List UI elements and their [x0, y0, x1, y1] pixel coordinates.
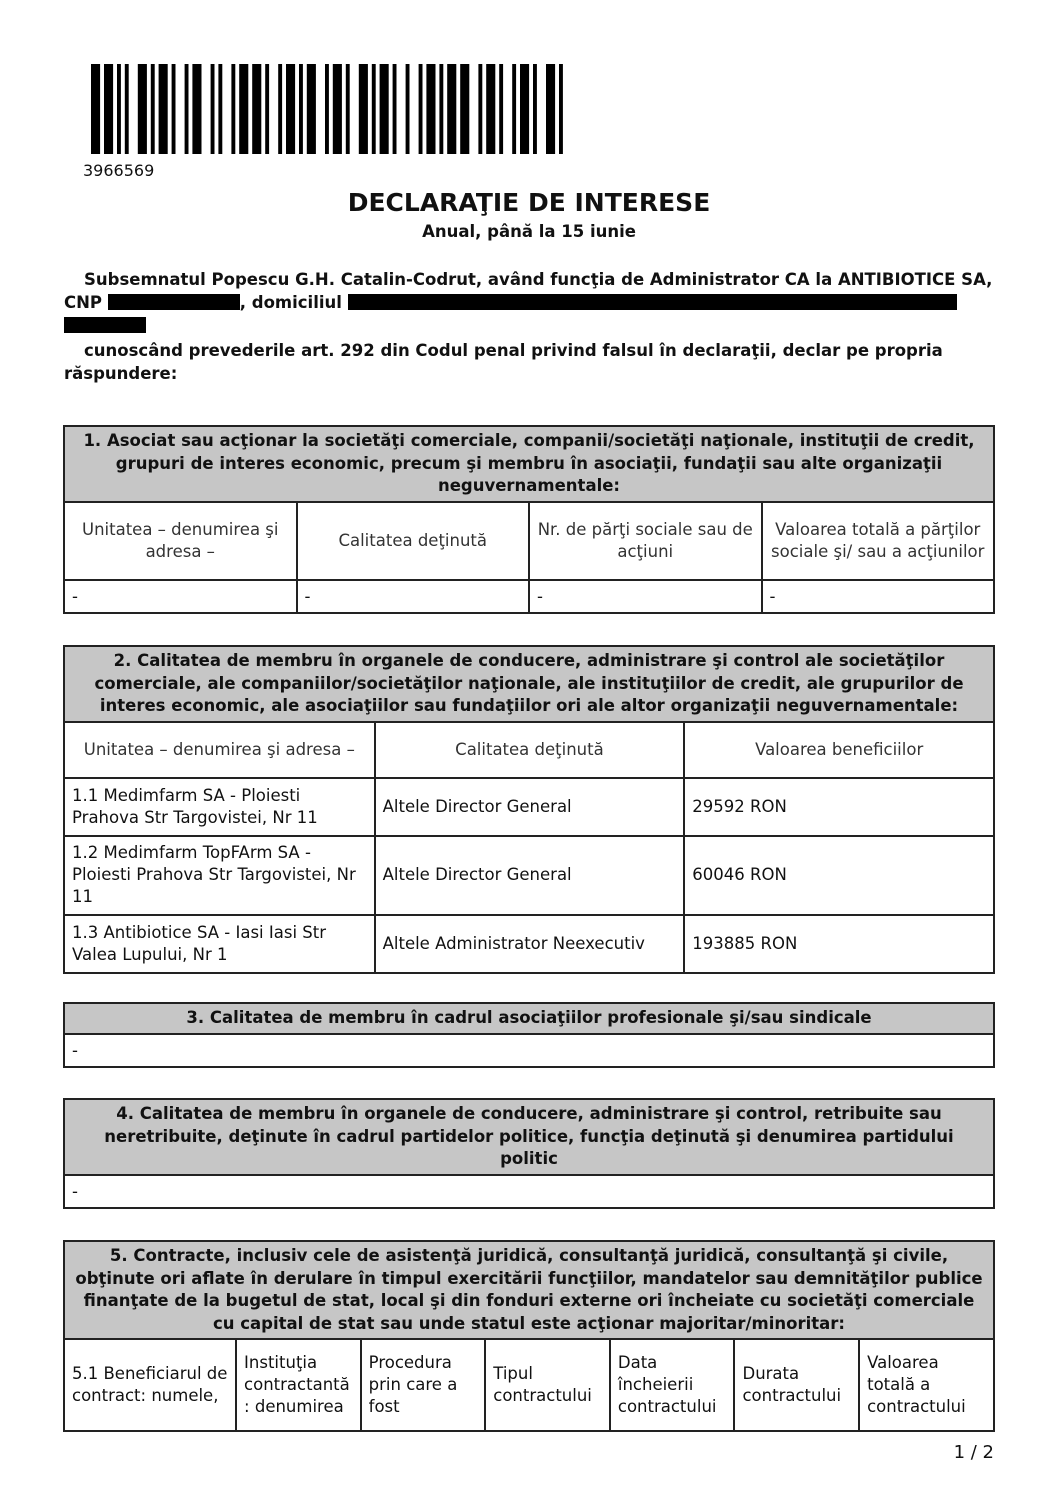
table-cell: - — [64, 1175, 994, 1208]
table-cell: - — [762, 580, 995, 613]
cnp-label: CNP — [64, 293, 103, 312]
barcode-number: 3966569 — [83, 161, 155, 180]
domicile-label: , domiciliul — [239, 293, 342, 312]
section-5-col-date: Data încheierii contractului — [610, 1339, 735, 1431]
table-cell: - — [64, 580, 297, 613]
section-5-col-beneficiary: 5.1 Beneficiarul de contract: numele, — [64, 1339, 236, 1431]
section-5-title: 5. Contracte, inclusiv cele de asistenţă juridică, consultanţă juridică, consultanţă şi civile, obţinute ori aflate în derulare în timpul exercitării funcţiilor, mandatelor sau demnităţilor publice finanţate de la bugetul de stat, local şi din fonduri externe ori încheiate cu societăţi comerciale cu capital de stat sau unde statul este acţionar majoritar/minoritar: — [64, 1241, 994, 1339]
section-5-col-value: Valoarea totală a contractului — [859, 1339, 994, 1431]
table-cell: - — [297, 580, 530, 613]
declarant-cnp-line — [64, 291, 994, 314]
document-title: DECLARAŢIE DE INTERESE — [347, 188, 711, 217]
section-5-table — [63, 1240, 995, 1432]
table-cell: Altele Director General — [375, 836, 685, 915]
declarant-intro — [64, 268, 994, 337]
table-cell: Altele Director General — [375, 778, 685, 836]
table-cell: 29592 RON — [684, 778, 994, 836]
table-cell: 1.2 Medimfarm TopFArm SA - Ploiesti Prahova Str Targovistei, Nr 11 — [64, 836, 375, 915]
table-cell: 193885 RON — [684, 915, 994, 973]
section-2-col-unit: Unitatea – denumirea şi adresa – — [64, 722, 375, 778]
section-5-col-duration: Durata contractului — [734, 1339, 859, 1431]
table-cell: 1.3 Antibiotice SA - Iasi Iasi Str Valea Lupului, Nr 1 — [64, 915, 375, 973]
section-1-col-unit: Unitatea – denumirea şi adresa – — [64, 502, 297, 580]
section-1-table — [63, 425, 995, 614]
table-cell: - — [64, 1034, 994, 1067]
table-cell: 1.1 Medimfarm SA - Ploiesti Prahova Str Targovistei, Nr 11 — [64, 778, 375, 836]
section-1-col-role: Calitatea deţinută — [297, 502, 530, 580]
table-row — [64, 778, 994, 836]
table-row — [64, 915, 994, 973]
section-4-title: 4. Calitatea de membru în organele de conducere, administrare şi control, retribuite sau neretribuite, deţinute în cadrul partidelor politice, funcţia deţinută şi denumirea partidului politic — [64, 1099, 994, 1175]
document-subtitle: Anual, până la 15 iunie — [422, 222, 636, 241]
redacted-address-continued — [64, 317, 146, 333]
redacted-address — [348, 294, 957, 310]
table-cell: Altele Administrator Neexecutiv — [375, 915, 685, 973]
section-2-col-benefits: Valoarea beneficiilor — [684, 722, 994, 778]
section-1-col-shares: Nr. de părţi sociale sau de acţiuni — [529, 502, 762, 580]
table-row — [64, 836, 994, 915]
table-cell: - — [529, 580, 762, 613]
section-1-title: 1. Asociat sau acţionar la societăţi comerciale, companii/societăţi naţionale, instituţii de credit, grupuri de interes economic, precum şi membru în asociaţii, fundaţii sau alte organizaţii neguvernamentale: — [64, 426, 994, 502]
section-2-table — [63, 645, 995, 974]
section-1-col-value: Valoarea totală a părţilor sociale şi/ sau a acţiunilor — [762, 502, 995, 580]
table-cell: 60046 RON — [684, 836, 994, 915]
section-5-col-institution: Instituţia contractantă : denumirea — [236, 1339, 361, 1431]
section-2-title: 2. Calitatea de membru în organele de conducere, administrare şi control ale societăţilor comerciale, ale companiilor/societăţilor naţionale, ale instituţiilor de credit, ale grupurilor de interes economic, ale asociaţiilor sau fundaţiilor ori ale altor organizaţii neguvernamentale: — [64, 646, 994, 722]
section-2-col-role: Calitatea deţinută — [375, 722, 685, 778]
section-3-title: 3. Calitatea de membru în cadrul asociaţiilor profesionale şi/sau sindicale — [64, 1003, 994, 1034]
redacted-cnp — [108, 294, 240, 310]
declarant-line: Subsemnatul Popescu G.H. Catalin-Codrut, având funcţia de Administrator CA la ANTIBIOTICE SA, — [84, 270, 993, 289]
page-number: 1 / 2 — [953, 1442, 994, 1463]
section-4-table — [63, 1098, 995, 1209]
section-3-table — [63, 1002, 995, 1068]
address-continuation — [64, 314, 994, 337]
barcode — [91, 64, 572, 154]
declaration-statement: cunoscând prevederile art. 292 din Codul penal privind falsul în declaraţii, declar pe propria răspundere: — [64, 341, 943, 383]
section-5-col-type: Tipul contractului — [485, 1339, 610, 1431]
section-5-col-procedure: Procedura prin care a fost — [361, 1339, 486, 1431]
